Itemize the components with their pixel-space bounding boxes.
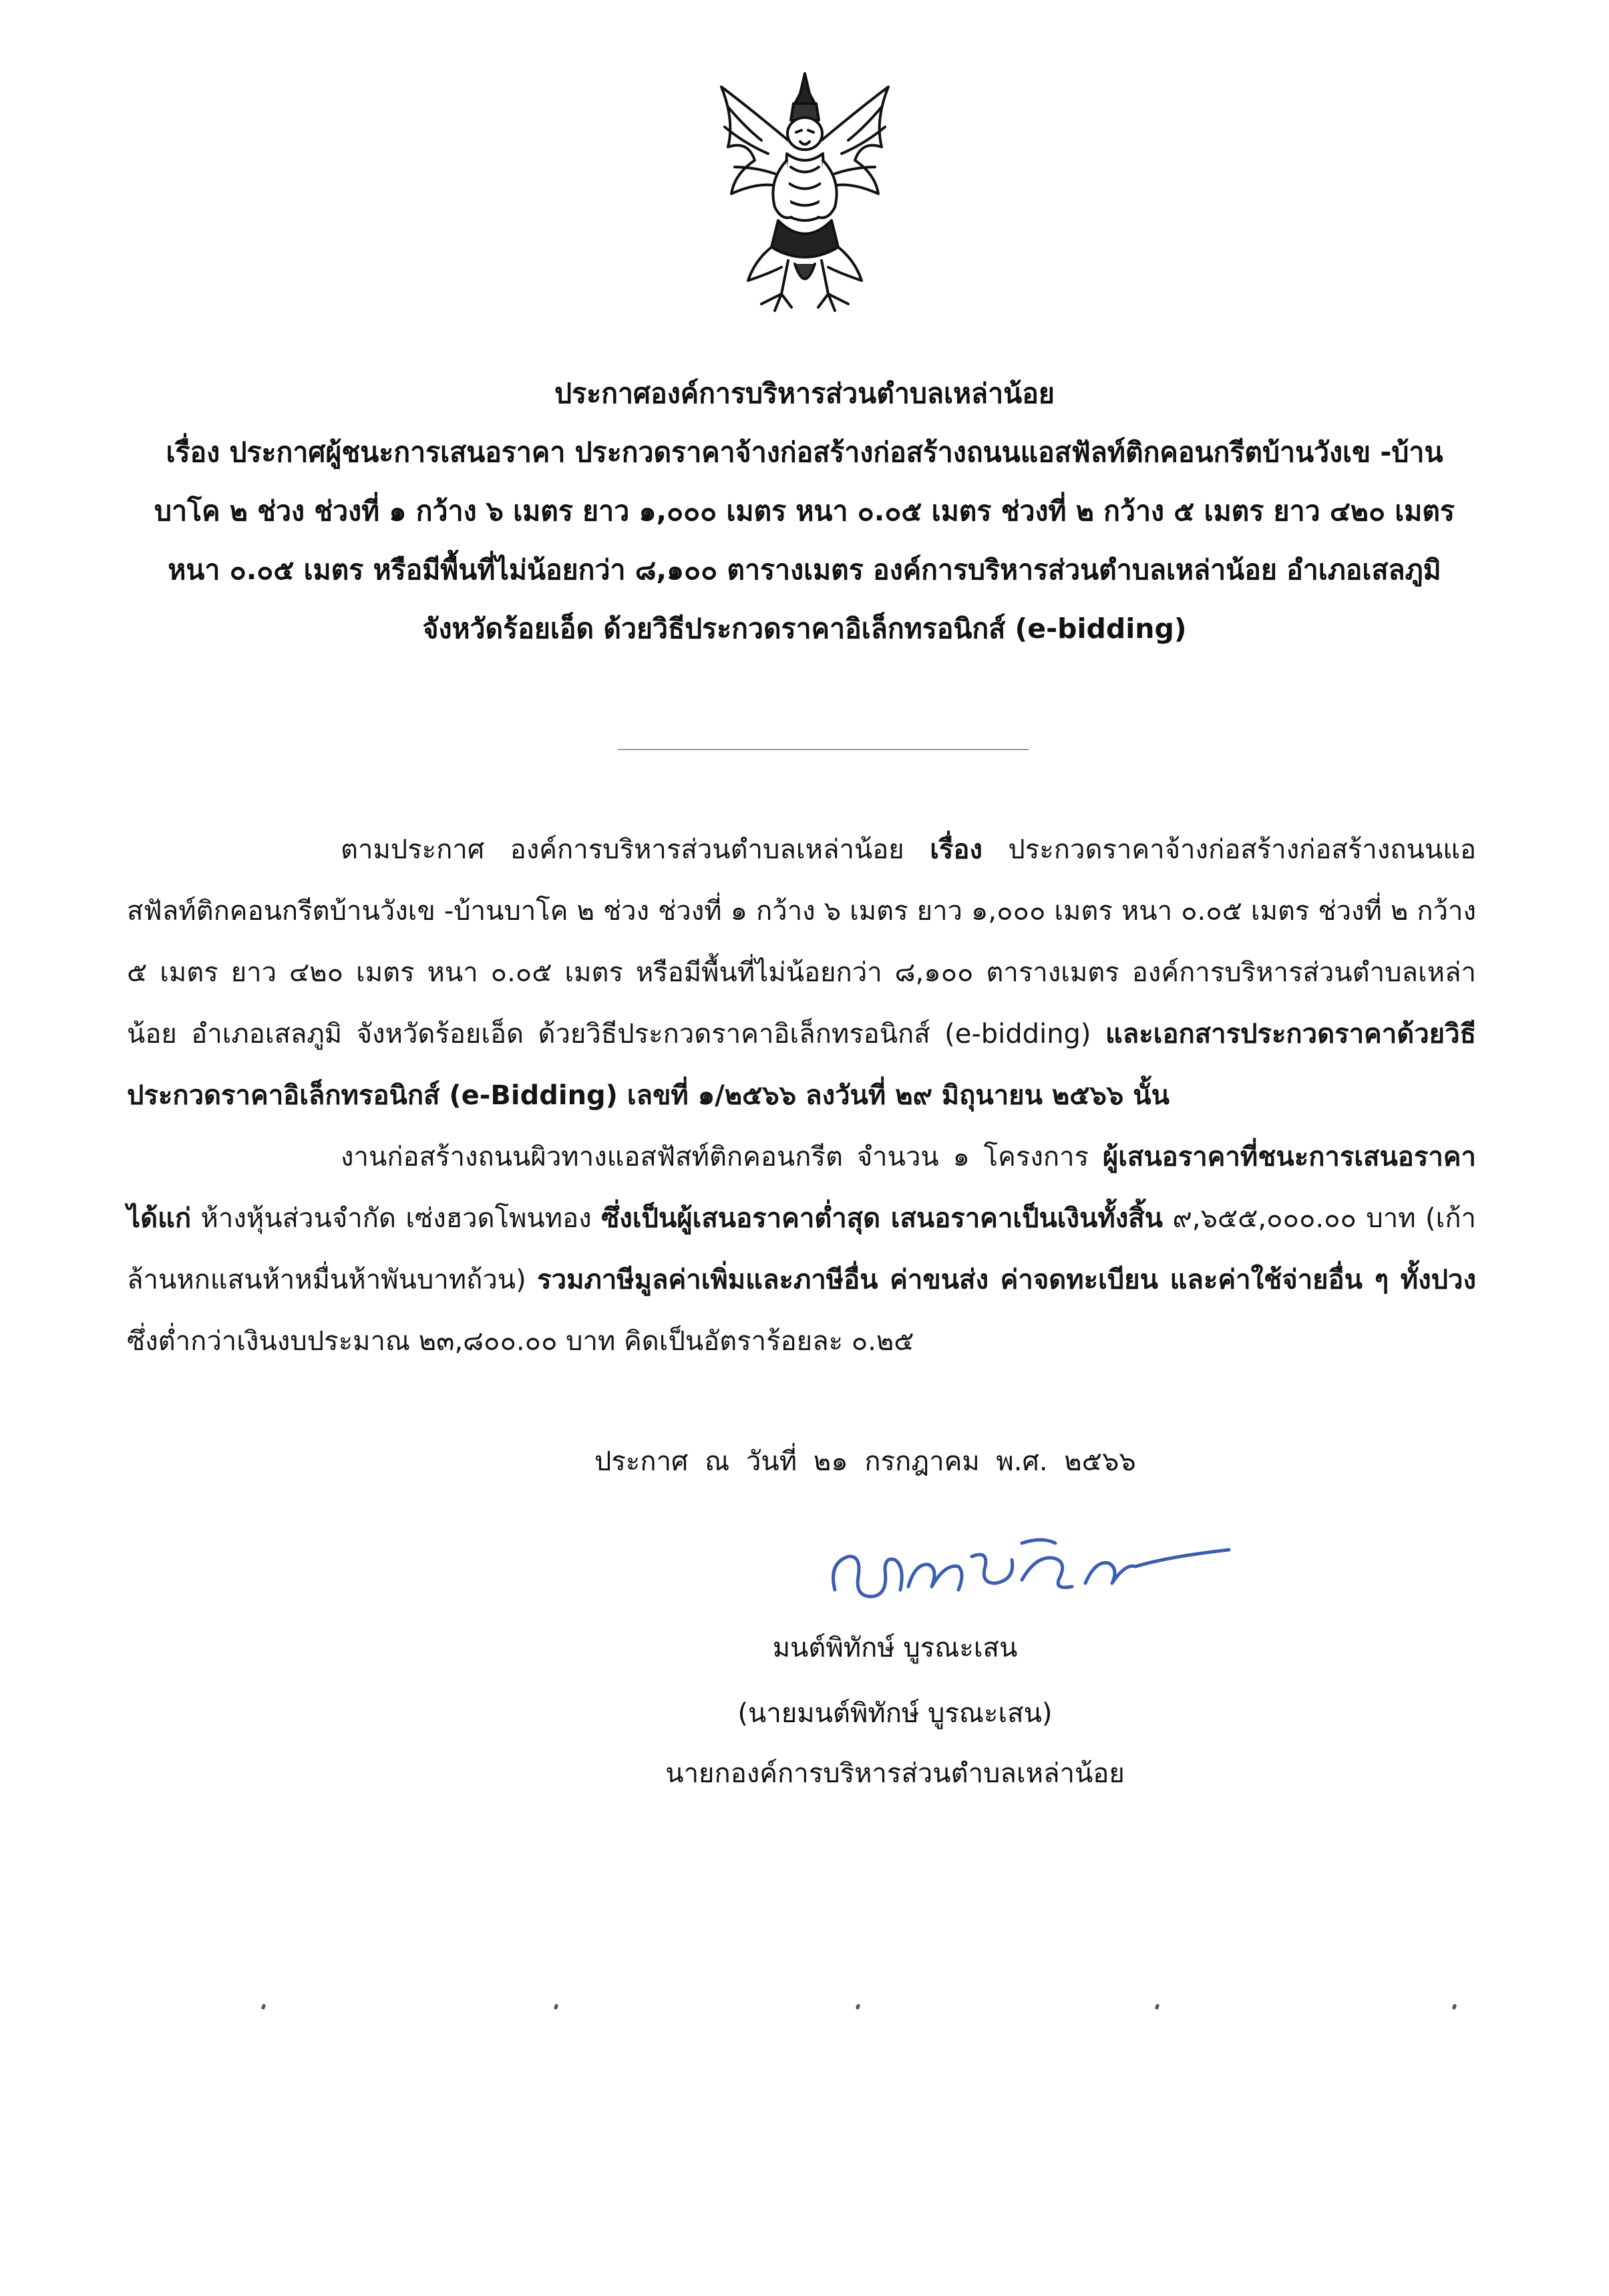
p2-part-e: ๙,๖๕๕,๐๐๐.๐๐ บาท (เก้าล้านหกแสนห้าหมื่นห้าพันบาทถ้วน)	[127, 1203, 1476, 1295]
subject-text: ประกวดราคาจ้างก่อสร้างก่อสร้างถนนแอสฟัลท์ติกคอนกรีตบ้านวังเข -บ้านบาโค ๒ ช่วง ช่วงที่ ๑ กว้าง ๖ เมตร ยาว ๑,๐๐๐ เมตร หนา ๐.๐๕ เมตร ช่วงที่ ๒ กว้าง ๕ เมตร ยาว ๔๒๐ เมตร หนา ๐.๐๕ เมตร หรือมีพื้นที่ไม่น้อยกว่า ๘,๑๐๐ ตารางเมตร องค์การบริหารส่วนตำบลเหล่าน้อย อำเภอเสลภูมิ จังหวัดร้อยเอ็ด ด้วยวิธีประกวดราคาอิเล็กทรอนิกส์ (e-bidding)	[154, 436, 1455, 645]
p1-part-d: และเอกสารประกวดราคาด้วยวิธีประกวดราคาอิเล็กทรอนิกส์ (e-Bidding) เลขที่ ๑/๒๕๖๖ ลงวันที่ ๒๙ มิถุนายน ๒๕๖๖ นั้น	[127, 1019, 1476, 1111]
garuda-emblem-icon	[708, 67, 902, 321]
document-title: ประกาศองค์การบริหารส่วนตำบลเหล่าน้อย	[554, 377, 1055, 409]
paragraph-winner	[127, 1126, 1476, 1372]
p2-part-g: ซึ่งต่ำกว่าเงินงบประมาณ ๒๓,๘๐๐.๐๐ บาท คิดเป็นอัตราร้อยละ ๐.๒๕	[127, 1326, 914, 1357]
p2-part-c: ห้างหุ้นส่วนจำกัด เซ่งฮวดโพนทอง	[200, 1203, 592, 1234]
p2-part-b: ผู้เสนอราคาที่ชนะการเสนอราคา ได้แก่	[127, 1142, 1476, 1234]
p2-part-d: ซึ่งเป็นผู้เสนอราคาต่ำสุด เสนอราคาเป็นเงินทั้งสิ้น	[601, 1203, 1164, 1234]
scan-mark	[554, 2003, 558, 2009]
p2-part-a: งานก่อสร้างถนนผิวทางแอสฟัสท์ติกคอนกรีต จำนวน ๑ โครงการ	[341, 1142, 1089, 1172]
p1-part-c: ประกวดราคาจ้างก่อสร้างก่อสร้างถนนแอสฟัลท์ติกคอนกรีตบ้านวังเข -บ้านบาโค ๒ ช่วง ช่วงที่ ๑ กว้าง ๖ เมตร ยาว ๑,๐๐๐ เมตร หนา ๐.๐๕ เมตร ช่วงที่ ๒ กว้าง ๕ เมตร ยาว ๔๒๐ เมตร หนา ๐.๐๕ เมตร หรือมีพื้นที่ไม่น้อยกว่า ๘,๑๐๐ ตารางเมตร องค์การบริหารส่วนตำบลเหล่าน้อย อำเภอเสลภูมิ จังหวัดร้อยเอ็ด ด้วยวิธีประกวดราคาอิเล็กทรอนิกส์ (e-bidding)	[127, 834, 1476, 1049]
signer-name: มนต์พิทักษ์ บูรณะเสน	[772, 1633, 1018, 1663]
subject-lead: เรื่อง ประกาศผู้ชนะการเสนอราคา	[166, 436, 566, 468]
signer-position: นายกองค์การบริหารส่วนตำบลเหล่าน้อย	[665, 1758, 1125, 1789]
p2-part-f: รวมภาษีมูลค่าเพิ่มและภาษีอื่น ค่าขนส่ง ค่าจดทะเบียน และค่าใช้จ่ายอื่น ๆ ทั้งปวง	[537, 1265, 1476, 1295]
scan-mark	[856, 2003, 860, 2009]
scan-mark	[1452, 2003, 1457, 2009]
announcement-date: ประกาศ ณ วันที่ ๒๑ กรกฎาคม พ.ศ. ๒๕๖๖	[594, 1446, 1136, 1477]
handwritten-signature-icon	[822, 1516, 1236, 1623]
scan-mark	[1155, 2003, 1159, 2009]
header-divider	[618, 749, 1029, 750]
document-subject	[134, 423, 1475, 658]
scan-mark	[261, 2003, 266, 2009]
signer-name-full: (นายมนต์พิทักษ์ บูรณะเสน)	[737, 1698, 1053, 1729]
paragraph-reference	[127, 819, 1476, 1126]
p1-part-b: เรื่อง	[930, 834, 982, 865]
p1-part-a: ตามประกาศ องค์การบริหารส่วนตำบลเหล่าน้อย	[341, 834, 904, 865]
